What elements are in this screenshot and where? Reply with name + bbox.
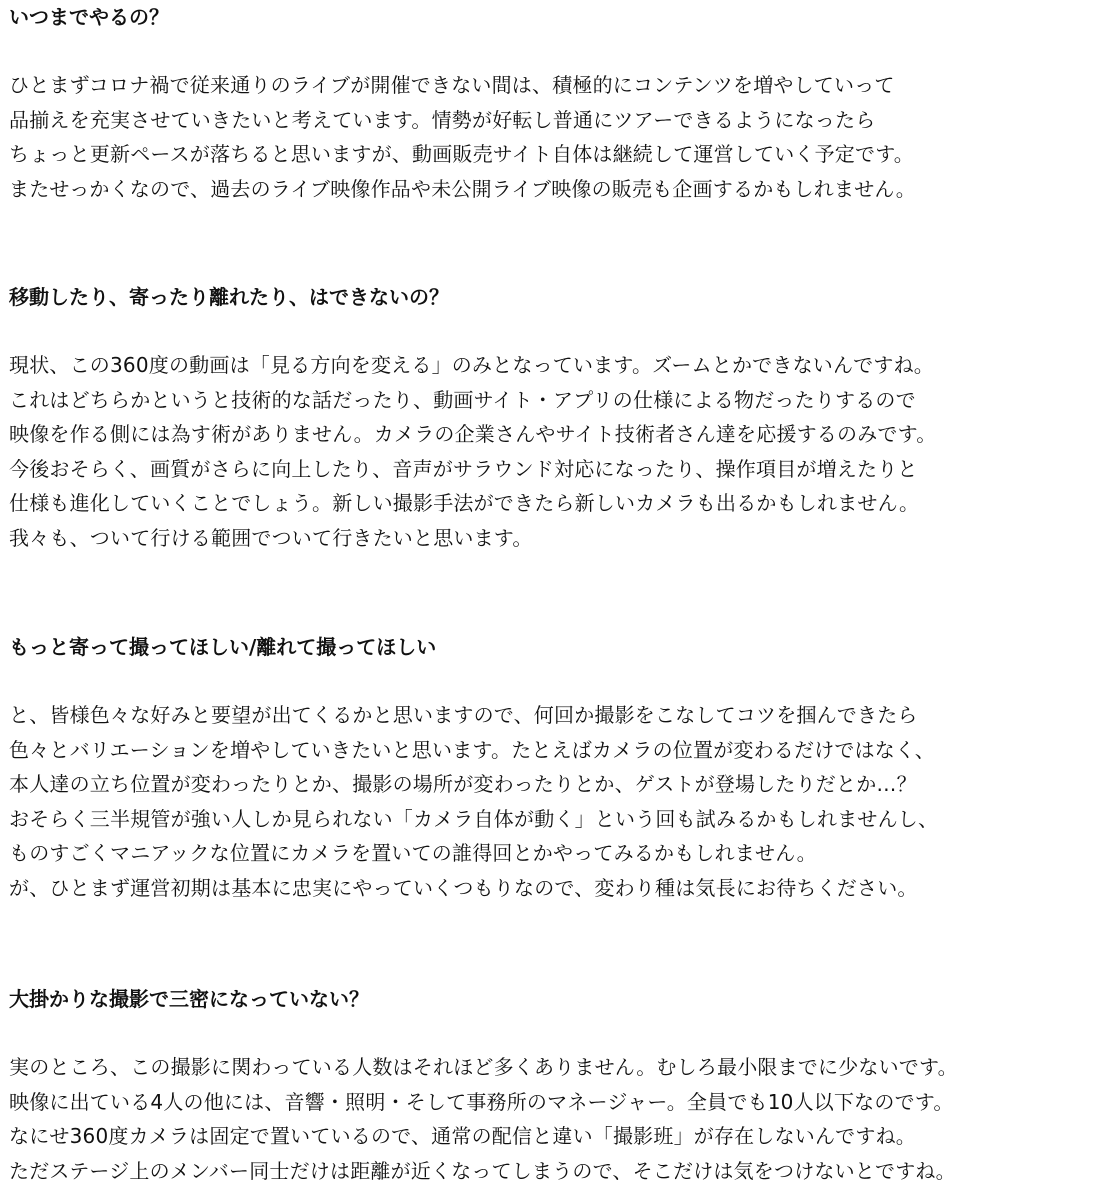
body-line: 色々とバリエーションを増やしていきたいと思います。たとえばカメラの位置が変わるだけではなく、 — [9, 737, 935, 762]
section-heading: 大掛かりな撮影で三密になっていない？ — [9, 987, 369, 1011]
faq-section-three-cs — [9, 982, 1104, 1188]
body-line: 品揃えを充実させていきたいと考えています。情勢が好転し普通にツアーできるようになったら — [9, 107, 876, 132]
body-line: ものすごくマニアックな位置にカメラを置いての誰得回とかやってみるかもしれません。 — [9, 841, 817, 866]
body-line: 今後おそらく、画質がさらに向上したり、音声がサラウンド対応になったり、操作項目が増えたりと — [9, 456, 918, 481]
section-body — [9, 1050, 1104, 1188]
faq-section-movement — [9, 280, 1104, 556]
body-line: おそらく三半規管が強い人しか見られない「カメラ自体が動く」という回も試みるかもしれませんし、 — [9, 806, 939, 831]
section-body — [9, 348, 1104, 556]
body-line: 本人達の立ち位置が変わったりとか、撮影の場所が変わったりとか、ゲストが登場したりだとか…？ — [9, 772, 917, 797]
section-heading: いつまでやるの？ — [9, 5, 169, 29]
section-heading: 移動したり、寄ったり離れたり、はできないの？ — [9, 285, 449, 309]
body-line: 現状、この360度の動画は「見る方向を変える」のみとなっています。ズームとかできないんですね。 — [9, 353, 934, 377]
section-body — [9, 68, 1104, 206]
body-line: ちょっと更新ペースが落ちると思いますが、動画販売サイト自体は継続して運営していく予定です。 — [9, 142, 914, 167]
section-body — [9, 698, 1104, 906]
body-line: なにせ360度カメラは固定で置いているので、通常の配信と違い「撮影班」が存在しないんですね。 — [9, 1124, 916, 1149]
section-heading: もっと寄って撮ってほしい/離れて撮ってほしい — [9, 635, 437, 659]
body-line: ただステージ上のメンバー同士だけは距離が近くなってしまうので、そこだけは気をつけないとですね。 — [9, 1158, 956, 1183]
body-line: 実のところ、この撮影に関わっている人数はそれほど多くありません。むしろ最小限までに少ないです。 — [9, 1055, 958, 1079]
body-line: またせっかくなので、過去のライブ映像作品や未公開ライブ映像の販売も企画するかもしれません。 — [9, 176, 916, 201]
faq-section-camera-distance — [9, 630, 1104, 906]
body-line: と、皆様色々な好みと要望が出てくるかと思いますので、何回か撮影をこなしてコツを掴んできたら — [9, 703, 918, 727]
body-line: 映像に出ている4人の他には、音響・照明・そして事務所のマネージャー。全員でも10人以下なのです。 — [9, 1089, 954, 1114]
body-line: ひとまずコロナ禍で従来通りのライブが開催できない間は、積極的にコンテンツを増やしていって — [9, 73, 895, 97]
body-line: 我々も、ついて行ける範囲でついて行きたいと思います。 — [9, 525, 533, 550]
body-line: これはどちらかというと技術的な話だったり、動画サイト・アプリの仕様による物だったりするので — [9, 387, 916, 412]
body-line: 仕様も進化していくことでしょう。新しい撮影手法ができたら新しいカメラも出るかもしれません。 — [9, 491, 920, 516]
body-line: 映像を作る側には為す術がありません。カメラの企業さんやサイト技術者さん達を応援するのみです。 — [9, 422, 937, 447]
body-line: が、ひとまず運営初期は基本に忠実にやっていくつもりなので、変わり種は気長にお待ちください。 — [9, 875, 918, 900]
faq-section-duration — [9, 0, 1104, 206]
